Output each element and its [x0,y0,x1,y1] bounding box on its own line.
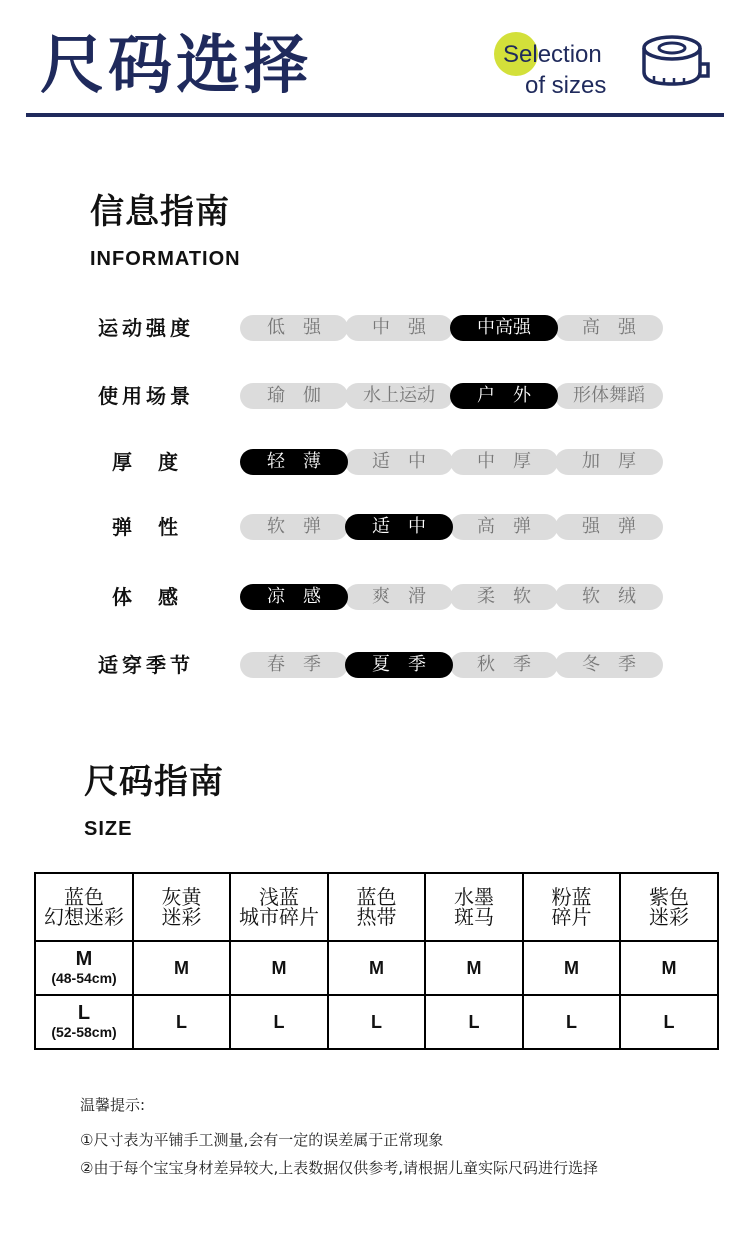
option-pill [240,383,348,409]
option-pill [345,383,453,409]
table-row [35,941,718,995]
column-header-line: 紫色 [649,885,689,909]
option-pill-label: 高 强 [582,317,636,338]
size-value-cell: M [133,941,230,995]
size-range: (48-54cm) [51,970,117,986]
option-pill-label: 水上运动 [363,385,435,406]
option-pill-label: 中 厚 [477,451,531,472]
info-row [0,313,750,343]
size-table-column-header [35,873,133,941]
option-pill-label: 秋 季 [477,654,531,675]
size-value-cell: M [425,941,523,995]
size-label-cell [35,995,133,1049]
size-table-column-header [425,873,523,941]
info-row-label: 体感 [112,585,178,609]
info-row [0,650,750,680]
option-pill-label: 凉 感 [267,586,321,607]
option-pill-label: 爽 滑 [372,586,426,607]
information-subtitle: INFORMATION [90,248,241,270]
option-pill [555,315,663,341]
size-code: L [77,1002,91,1024]
column-header-line: 蓝色 [356,885,397,909]
info-row-label: 弹性 [112,515,178,539]
info-row-label: 使用场景 [98,384,190,408]
size-value-cell: L [620,995,718,1049]
option-pill-selected [345,652,453,678]
option-pill [555,514,663,540]
info-row-label: 厚度 [112,450,178,474]
option-pill-label: 适 中 [372,516,426,537]
option-pill [345,584,453,610]
size-subtitle: SIZE [84,818,133,840]
notes-title: 温馨提示: [80,1096,146,1114]
size-table-header [35,873,718,941]
note-item-1: ①尺寸表为平铺手工测量,会有一定的误差属于正常现象 [80,1131,444,1149]
option-pill [450,449,558,475]
option-pill-label: 中 强 [372,317,426,338]
size-table-body [35,941,718,1049]
option-pill-label: 形体舞蹈 [573,385,645,406]
option-pill-label: 强 弹 [582,516,636,537]
option-pill [240,652,348,678]
option-pill [345,315,453,341]
size-table-column-header [523,873,620,941]
size-value-cell: M [230,941,328,995]
info-row [0,447,750,477]
size-value-cell: L [328,995,425,1049]
option-pill-label: 适 中 [372,451,426,472]
info-row-label: 运动强度 [98,316,190,340]
column-header-line: 热带 [356,905,397,929]
option-pill [555,584,663,610]
information-title: 信息指南 [90,192,230,232]
option-pill [450,584,558,610]
size-value-cell: L [523,995,620,1049]
option-pill-selected [240,449,348,475]
info-row [0,381,750,411]
size-table-column-header [620,873,718,941]
size-value-cell: L [230,995,328,1049]
option-track [240,315,662,341]
option-pill [555,383,663,409]
column-header-line: 幻想迷彩 [44,905,124,929]
option-pill [555,449,663,475]
column-header-line: 迷彩 [161,905,202,929]
header-divider [26,113,724,117]
option-pill [450,652,558,678]
column-header-line: 粉蓝 [551,885,592,909]
page-title: 尺码选择 [40,29,312,103]
size-table [34,872,719,1050]
measuring-tape-icon [640,34,710,90]
size-value-cell: M [523,941,620,995]
size-table-column-header [328,873,425,941]
size-table-column-header [230,873,328,941]
header-english-badge [494,32,624,102]
column-header-line: 灰黄 [161,885,202,909]
option-pill-label: 软 绒 [582,586,636,607]
option-pill-selected [450,315,558,341]
option-pill-label: 柔 软 [477,586,531,607]
option-pill-label: 加 厚 [582,451,636,472]
option-track [240,652,662,678]
column-header-line: 蓝色 [64,885,104,909]
option-pill-label: 夏 季 [372,654,426,675]
option-pill-label: 春 季 [267,654,321,675]
option-pill-label: 冬 季 [582,654,636,675]
header-english-line-2: of sizes [525,72,607,99]
column-header-line: 浅蓝 [259,885,299,909]
size-value-cell: L [425,995,523,1049]
option-pill-label: 瑜 伽 [267,385,321,406]
option-track [240,584,662,610]
header-english-line-1: Selection [503,41,602,68]
column-header-line: 城市碎片 [239,905,319,929]
size-value-cell: L [133,995,230,1049]
option-pill-selected [450,383,558,409]
option-track [240,383,662,409]
option-track [240,514,662,540]
column-header-line: 水墨 [454,885,494,909]
size-code: M [75,948,93,970]
option-pill-selected [345,514,453,540]
option-pill-label: 户 外 [477,385,531,406]
column-header-line: 斑马 [454,905,494,929]
option-track [240,449,662,475]
size-range: (52-58cm) [51,1024,117,1040]
option-pill-label: 软 弹 [267,516,321,537]
table-row [35,995,718,1049]
option-pill-label: 轻 薄 [267,451,321,472]
info-row [0,512,750,542]
option-pill [450,514,558,540]
size-value-cell: M [620,941,718,995]
option-pill [240,514,348,540]
size-table-column-header [133,873,230,941]
column-header-line: 迷彩 [649,905,689,929]
size-label-cell [35,941,133,995]
option-pill-selected [240,584,348,610]
size-title: 尺码指南 [84,762,224,802]
option-pill [555,652,663,678]
info-row [0,582,750,612]
note-item-2: ②由于每个宝宝身材差异较大,上表数据仅供参考,请根据儿童实际尺码进行选择 [80,1159,598,1177]
option-pill [240,315,348,341]
column-header-line: 碎片 [551,905,592,929]
option-pill-label: 高 弹 [477,516,531,537]
option-pill [345,449,453,475]
option-pill-label: 中高强 [477,317,531,338]
size-value-cell: M [328,941,425,995]
option-pill-label: 低 强 [267,317,321,338]
info-row-label: 适穿季节 [98,653,190,677]
